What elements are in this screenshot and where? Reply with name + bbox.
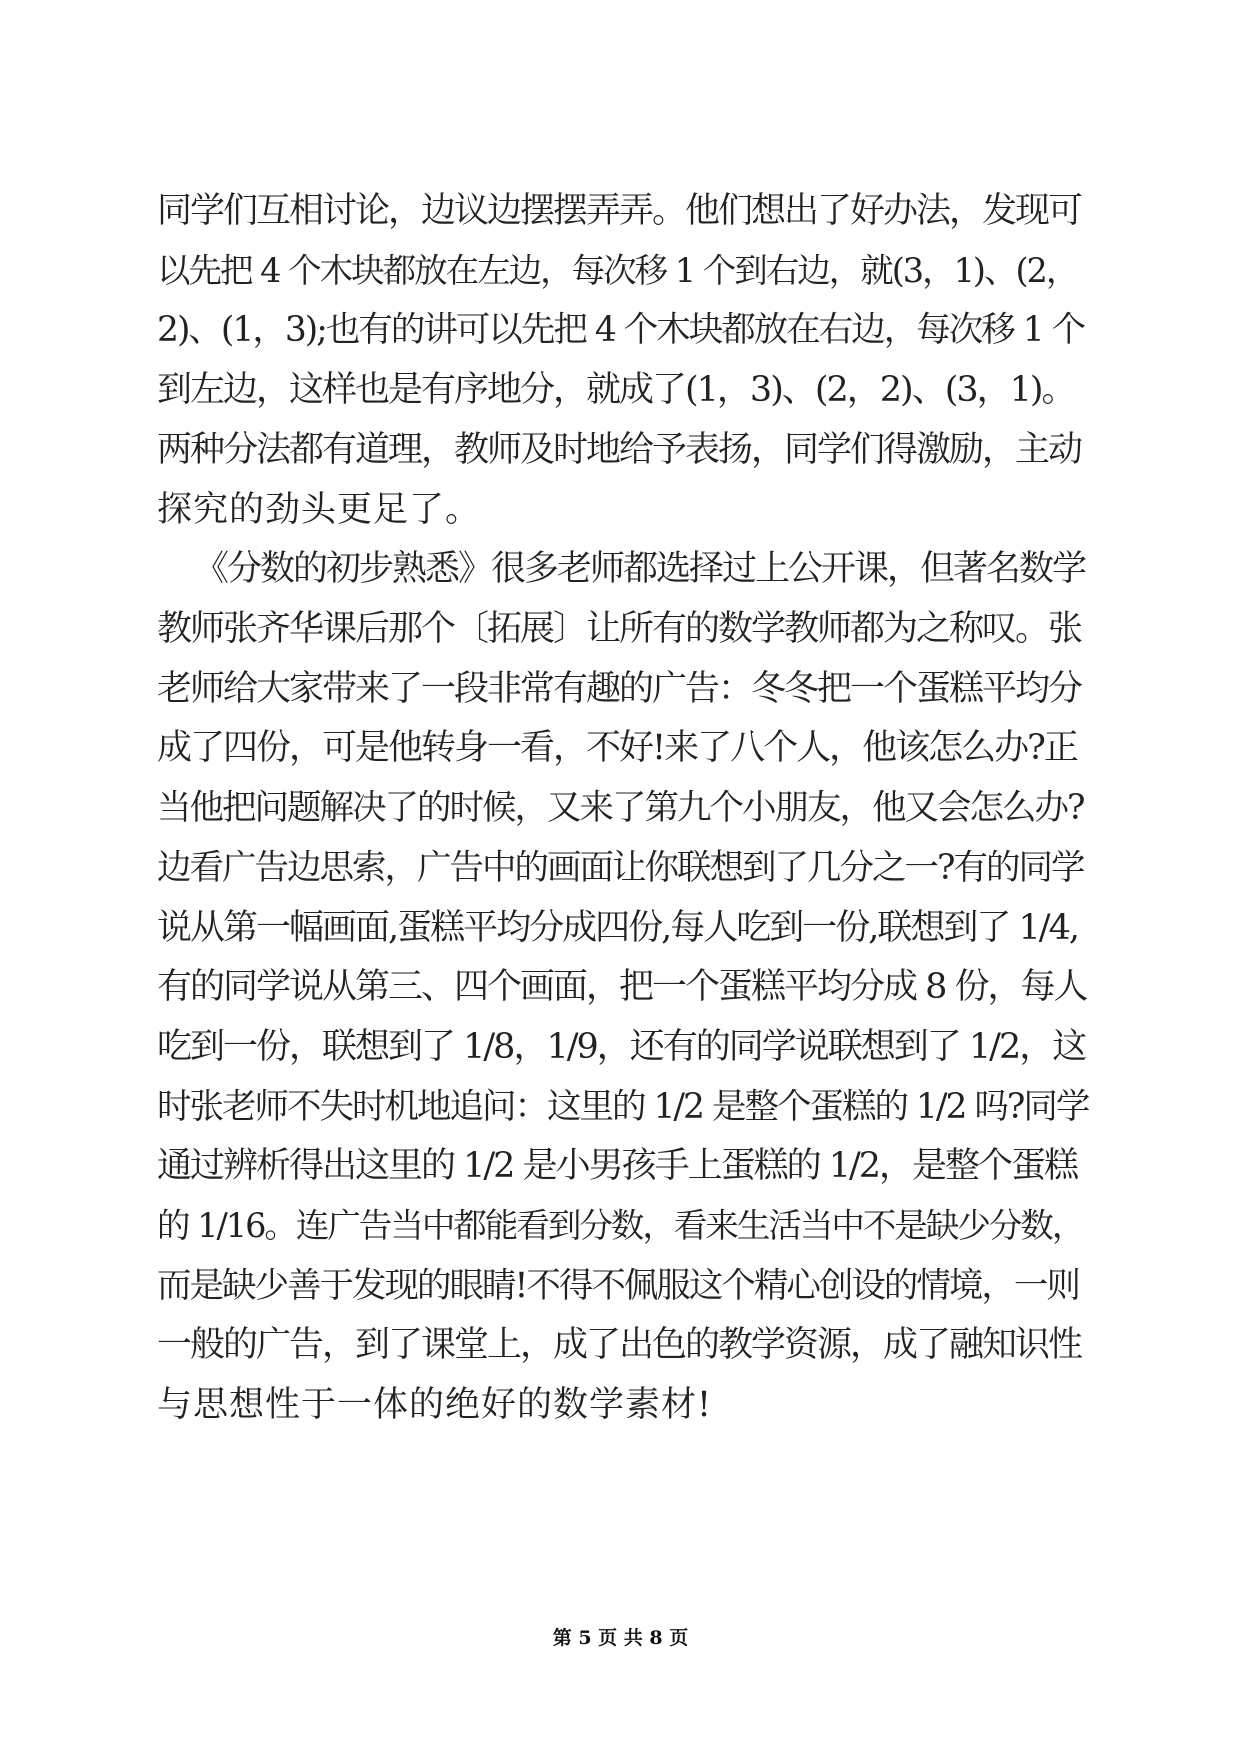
- page-number-footer: 第 5 页 共 8 页: [552, 1627, 689, 1649]
- text-line: 通过辨析得出这里的 1/2 是小男孩手上蛋糕的 1/2，是整个蛋糕: [157, 1146, 1078, 1186]
- text-line: 的 1/16。连广告当中都能看到分数，看来生活当中不是缺少分数，: [157, 1206, 1084, 1245]
- text-line: 成了四份，可是他转身一看，不好!来了八个人，他该怎么办?正: [157, 728, 1077, 768]
- text-line: 一般的广告，到了课堂上，成了出色的教学资源，成了融知识性: [157, 1325, 1082, 1365]
- text-line: 探究的劲头更足了。: [157, 490, 482, 530]
- text-line: 时张老师不失时机地追问：这里的 1/2 是整个蛋糕的 1/2 吗?同学: [157, 1087, 1089, 1127]
- text-line: 有的同学说从第三、四个画面，把一个蛋糕平均分成 8 份，每人: [157, 967, 1087, 1007]
- text-line: 2)、(1，3);也有的讲可以先把 4 个木块都放在右边，每次移 1 个: [157, 310, 1085, 350]
- text-line: 与思想性于一体的绝好的数学素材!: [157, 1385, 713, 1425]
- paragraph-first-line: 《分数的初步熟悉》很多老师都选择过上公开课，但著名数学: [194, 549, 1086, 589]
- text-line: 吃到一份，联想到了 1/8，1/9，还有的同学说联想到了 1/2，这: [157, 1027, 1086, 1067]
- text-line: 当他把问题解决了的时候，又来了第九个小朋友，他又会怎么办?: [157, 788, 1084, 828]
- text-line: 边看广告边思索，广告中的画面让你联想到了几分之一?有的同学: [157, 848, 1084, 888]
- text-line: 说从第一幅画面,蛋糕平均分成四份,每人吃到一份,联想到了 1/4,: [157, 908, 1078, 948]
- text-line: 两种分法都有道理，教师及时地给予表扬，同学们得激励，主动: [157, 430, 1082, 470]
- text-line: 而是缺少善于发现的眼睛!不得不佩服这个精心创设的情境，一则: [157, 1266, 1079, 1306]
- text-line: 以先把 4 个木块都放在左边，每次移 1 个到右边，就(3，1)、(2，: [157, 251, 1078, 290]
- text-line: 老师给大家带来了一段非常有趣的广告：冬冬把一个蛋糕平均分: [157, 669, 1082, 709]
- text-line: 同学们互相讨论，边议边摆摆弄弄。他们想出了好办法，发现可: [157, 191, 1082, 231]
- text-line: 教师张齐华课后那个〔拓展〕让所有的数学教师都为之称叹。张: [157, 609, 1082, 649]
- text-line: 到左边，这样也是有序地分，就成了(1，3)、(2，2)、(3，1)。: [157, 370, 1075, 410]
